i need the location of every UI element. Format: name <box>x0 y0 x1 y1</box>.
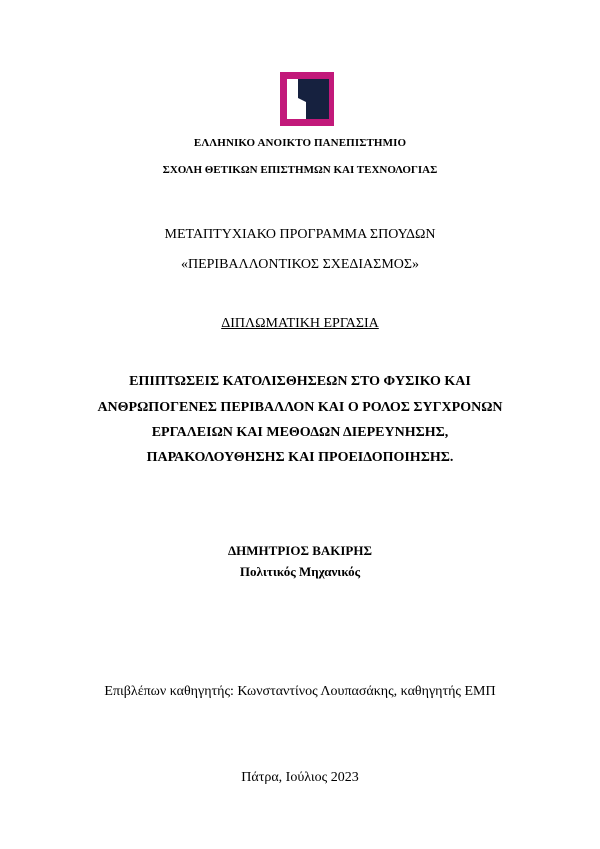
thesis-title-line: ΑΝΘΡΩΠΟΓΕΝΕΣ ΠΕΡΙΒΑΛΛΟΝ ΚΑΙ Ο ΡΟΛΟΣ ΣΥΓΧΡΟΝΩΝ <box>97 400 503 415</box>
place-date: Πάτρα, Ιούλιος 2023 <box>241 770 359 785</box>
thesis-title-line: ΕΡΓΑΛΕΙΩΝ ΚΑΙ ΜΕΘΟΔΩΝ ΔΙΕΡΕΥΝΗΣΗΣ, <box>151 425 449 440</box>
author-name: ΔΗΜΗΤΡΙΟΣ ΒΑΚΙΡΗΣ <box>228 543 372 558</box>
school-name: ΣΧΟΛΗ ΘΕΤΙΚΩΝ ΕΠΙΣΤΗΜΩΝ ΚΑΙ ΤΕΧΝΟΛΟΓΙΑΣ <box>162 164 438 176</box>
program-label: ΜΕΤΑΠΤΥΧΙΑΚΟ ΠΡΟΓΡΑΜΜΑ ΣΠΟΥΔΩΝ <box>164 227 436 242</box>
thesis-type: ΔΙΠΛΩΜΑΤΙΚΗ ΕΡΓΑΣΙΑ <box>221 316 379 331</box>
program-name: «ΠΕΡΙΒΑΛΛΟΝΤΙΚΟΣ ΣΧΕΔΙΑΣΜΟΣ» <box>180 257 420 272</box>
thesis-title-line: ΕΠΙΠΤΩΣΕΙΣ ΚΑΤΟΛΙΣΘΗΣΕΩΝ ΣΤΟ ΦΥΣΙΚΟ ΚΑΙ <box>129 374 471 389</box>
university-logo-icon <box>280 72 334 126</box>
supervisor: Επιβλέπων καθηγητής: Κωνσταντίνος Λουπασάκης, καθηγητής ΕΜΠ <box>104 684 496 699</box>
thesis-title-line: ΠΑΡΑΚΟΛΟΥΘΗΣΗΣ ΚΑΙ ΠΡΟΕΙΔΟΠΟΙΗΣΗΣ. <box>146 450 454 465</box>
university-name: ΕΛΛΗΝΙΚΟ ΑΝΟΙΚΤΟ ΠΑΝΕΠΙΣΤΗΜΙΟ <box>193 137 407 149</box>
author-role: Πολιτικός Μηχανικός <box>239 564 361 579</box>
